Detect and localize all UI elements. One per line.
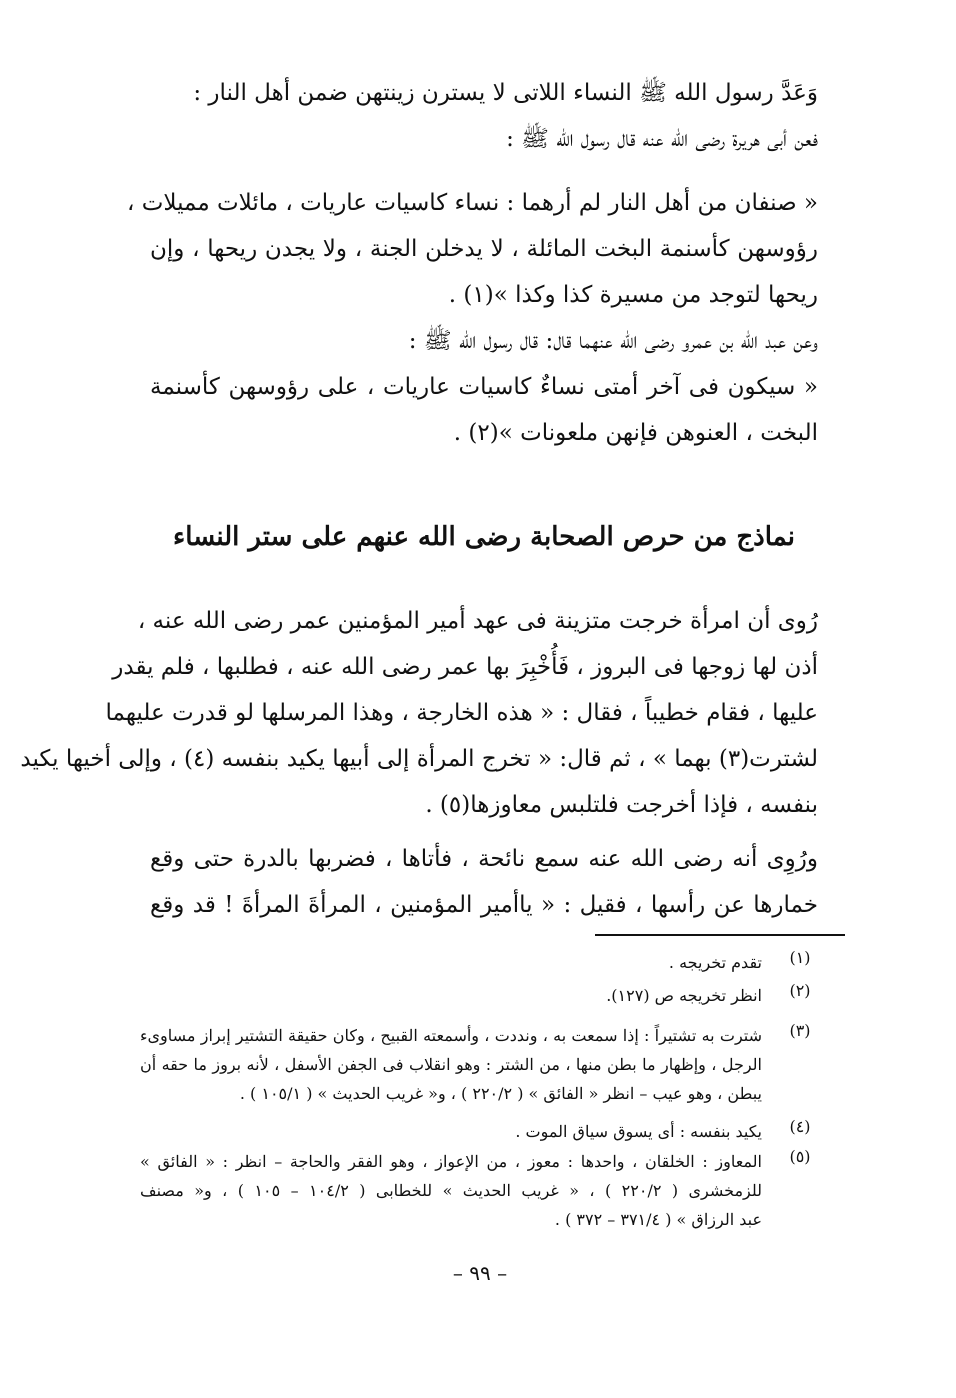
- umar-story-paragraph: [20, 598, 818, 828]
- footnote-number: (٢): [789, 981, 811, 1000]
- footnote-number: (٥): [789, 1147, 811, 1166]
- footnote-line: للزمخشرى ( ٢٢٠/٢ ) ، « غريب الحديث » للخطابى ( ١٠٤/٢ – ١٠٥ ) ، و« مصنف: [140, 1181, 763, 1200]
- footnote-number: (٣): [789, 1021, 811, 1040]
- text-line: ورُوِى أنه رضى الله عنه سمع نائحة ، فأتاها ، فضربها بالدرة حتى وقع: [150, 846, 818, 872]
- footnotes: [140, 948, 820, 1237]
- text-line: خمارها عن رأسها ، فقيل : « ياأمير المؤمنين ، المرأةَ المرأةَ ! قد وقع: [150, 892, 818, 918]
- footnote-line: الرجل ، وإظهار ما بطن منها ، من الشتر : وهو انقلاب فى الجفن الأسفل ، لأنه بروز ما حقه أن: [140, 1055, 762, 1074]
- text-line: « صنفان من أهل النار لم أرهما : نساء كاسيات عاريات ، مائلات مميلات ،: [127, 190, 818, 216]
- footnote-number: (٤): [789, 1117, 811, 1136]
- text-line: وَعَدَّ رسول الله ﷺ النساء اللاتى لا يسترن زينتهن ضمن أهل النار :: [193, 80, 818, 106]
- hadith-quote-1: [127, 180, 818, 318]
- footnote-1: [140, 948, 820, 981]
- footnote-2: [140, 981, 820, 1021]
- footnote-5: [140, 1147, 820, 1237]
- hadith-paragraph-2: [150, 318, 818, 456]
- section-heading: نماذج من حرص الصحابة رضى الله عنهم على ستر النساء: [173, 522, 795, 552]
- footnote-line: يبطن ، وهو عيب – انظر « الفائق » ( ٢٢٠/٢ ) ، و« غريب الحديث » ( ١٠٥/١ ) .: [239, 1084, 762, 1103]
- footnote-line: عبد الرزاق » ( ٣٧١/٤ – ٣٧٢ ) .: [554, 1210, 762, 1229]
- text-line: فعن أبى هريرة رضى الله عنه قال رسول الله ﷺ :: [506, 126, 818, 152]
- footnote-line: شترت به تشتيراً : إذا سمعت به ، ونددت ، وأسمعته القبيح ، وكان حقيقة التشتير إبراز مساوىء: [140, 1026, 762, 1045]
- text-line: عليها ، فقام خطيباً ، فقال : « هذه الخارجة ، وهذا المرسلها لو قدرت عليهما: [105, 700, 818, 726]
- text-line: أذن لها زوجها فى البروز ، فَأُخْبِرَ بها عمر رضى الله عنه ، فطلبها ، فلم يقدر: [112, 654, 818, 680]
- footnote-line: انظر تخريجه ص (١٢٧).: [606, 986, 762, 1005]
- text-line: ريحها لتوجد من مسيرة كذا وكذا »(١) .: [448, 282, 818, 308]
- text-line: بنفسه ، فإذا أخرجت فلتلبس معاوزها(٥) .: [425, 792, 818, 818]
- footnote-line: تقدم تخريجه .: [668, 953, 762, 972]
- footnote-3: [140, 1021, 820, 1117]
- footnote-number: (١): [789, 948, 811, 967]
- footnote-4: [140, 1117, 820, 1147]
- text-line: البخت ، العنوهن فإنهن ملعونات »(٢) .: [453, 420, 818, 446]
- text-line: رؤوسهن كأسنمة البخت المائلة ، لا يدخلن الجنة ، ولا يجدن ريحها ، وإن: [150, 236, 818, 262]
- text-line: وعن عبد الله بن عمرو رضى الله عنهما قال: قال رسول الله ﷺ :: [408, 328, 818, 354]
- text-line: « سيكون فى آخر أمتى نساءٌ كاسيات عاريات ، على رؤوسهن كأسنمة: [150, 374, 818, 400]
- text-line: لشترت(٣) بهما » ، ثم قال: « تخرج المرأة إلى أبيها يكيد بنفسه (٤) ، وإلى أخيها يكيد: [20, 746, 818, 772]
- footnote-line: يكيد بنفسه : أى يسوق سياق الموت .: [515, 1122, 762, 1141]
- footnote-separator: [595, 934, 845, 936]
- mourner-story-paragraph: [150, 836, 818, 928]
- text-line: رُوى أن امرأة خرجت متزينة فى عهد أمير المؤمنين عمر رضى الله عنه ،: [137, 608, 818, 634]
- footnote-line: المعاوز : الخلقان ، واحدها : معوز ، من الإعواز ، وهو الفقر والحاجة – انظر : « الفائق »: [140, 1152, 762, 1171]
- intro-paragraph: [150, 70, 818, 162]
- page-number: – ٩٩ –: [452, 1261, 508, 1285]
